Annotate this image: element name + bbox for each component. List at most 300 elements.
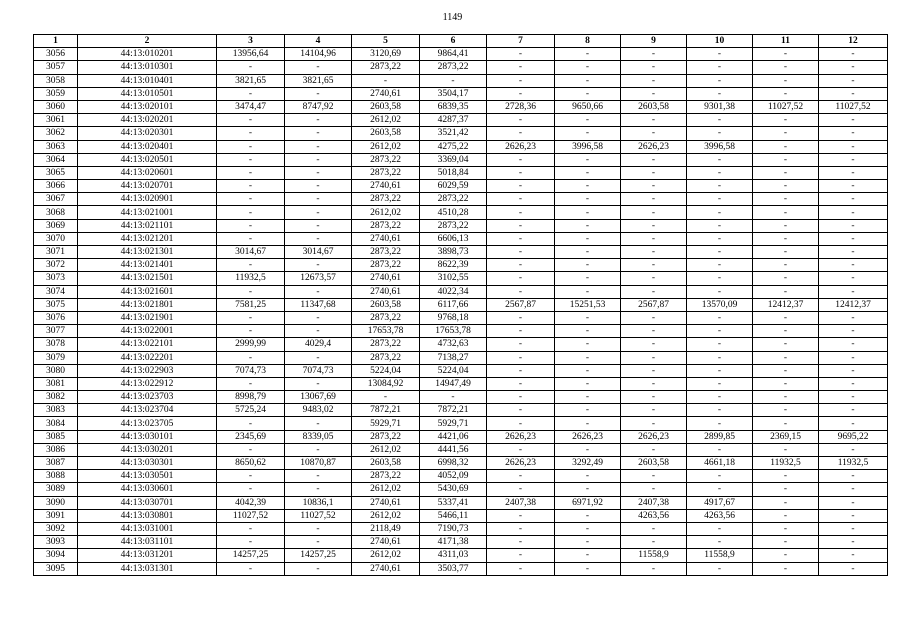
table-cell: - (621, 166, 687, 179)
table-cell: 44:13:030701 (78, 496, 217, 509)
table-cell: - (687, 74, 753, 87)
table-row (34, 153, 888, 166)
column-header: 2 (78, 35, 217, 48)
table-cell: - (621, 522, 687, 535)
table-cell: - (819, 87, 888, 100)
table-cell: 3094 (34, 549, 78, 562)
table-cell: - (621, 483, 687, 496)
table-cell: - (687, 338, 753, 351)
table-cell: - (621, 219, 687, 232)
table-cell: 44:13:030601 (78, 483, 217, 496)
table-cell: - (352, 74, 420, 87)
table-cell: - (555, 549, 621, 562)
table-cell: - (285, 259, 352, 272)
table-cell: - (487, 562, 555, 575)
table-cell: - (621, 536, 687, 549)
table-cell: - (753, 483, 819, 496)
table-row (34, 311, 888, 324)
table-cell: 5337,41 (420, 496, 487, 509)
table-cell: - (687, 285, 753, 298)
table-cell: - (753, 325, 819, 338)
table-cell: - (687, 180, 753, 193)
table-cell: - (555, 443, 621, 456)
table-cell: 2740,61 (352, 87, 420, 100)
table-cell: 3067 (34, 193, 78, 206)
table-cell: 14257,25 (217, 549, 285, 562)
table-cell: - (753, 232, 819, 245)
table-cell: - (217, 443, 285, 456)
table-cell: 11027,52 (819, 100, 888, 113)
column-header: 8 (555, 35, 621, 48)
table-cell: 2612,02 (352, 549, 420, 562)
table-cell: - (217, 206, 285, 219)
table-cell: 2728,36 (487, 100, 555, 113)
table-row (34, 180, 888, 193)
table-cell: - (753, 404, 819, 417)
table-cell: 2740,61 (352, 562, 420, 575)
table-cell: - (285, 153, 352, 166)
table-cell: 3058 (34, 74, 78, 87)
table-cell: 44:13:023703 (78, 391, 217, 404)
table-cell: - (687, 259, 753, 272)
table-cell: 3077 (34, 325, 78, 338)
table-cell: 2626,23 (487, 140, 555, 153)
table-row (34, 272, 888, 285)
table-cell: - (753, 206, 819, 219)
table-cell: 3072 (34, 259, 78, 272)
table-cell: 5929,71 (420, 417, 487, 430)
table-cell: - (285, 562, 352, 575)
table-cell: - (555, 87, 621, 100)
table-cell: - (819, 417, 888, 430)
table-cell: 44:13:020701 (78, 180, 217, 193)
table-cell: 2612,02 (352, 483, 420, 496)
table-cell: - (487, 87, 555, 100)
table-cell: - (555, 536, 621, 549)
table-cell: - (753, 338, 819, 351)
table-cell: 3120,69 (352, 48, 420, 61)
table-cell: - (555, 114, 621, 127)
table-cell: 11932,5 (753, 457, 819, 470)
table-cell: 3063 (34, 140, 78, 153)
table-cell: - (819, 549, 888, 562)
table-cell: - (487, 206, 555, 219)
table-cell: 2603,58 (621, 100, 687, 113)
table-cell: 2626,23 (487, 430, 555, 443)
table-cell: 3061 (34, 114, 78, 127)
table-cell: 12673,57 (285, 272, 352, 285)
table-cell: 4510,28 (420, 206, 487, 219)
table-cell: - (753, 509, 819, 522)
table-cell: 4421,06 (420, 430, 487, 443)
table-cell: 2603,58 (352, 298, 420, 311)
table-cell: - (819, 246, 888, 259)
table-cell: - (217, 377, 285, 390)
table-cell: - (487, 232, 555, 245)
table-cell: - (819, 219, 888, 232)
table-cell: - (819, 562, 888, 575)
table-cell: 3062 (34, 127, 78, 140)
table-cell: 7190,73 (420, 522, 487, 535)
table-cell: - (753, 153, 819, 166)
column-header: 5 (352, 35, 420, 48)
table-cell: - (753, 127, 819, 140)
table-cell: - (687, 246, 753, 259)
table-cell: - (285, 114, 352, 127)
table-cell: - (487, 127, 555, 140)
table-cell: 2873,22 (352, 166, 420, 179)
table-cell: - (621, 562, 687, 575)
table-cell: - (819, 536, 888, 549)
table-cell: 2740,61 (352, 232, 420, 245)
table-cell: 44:13:023705 (78, 417, 217, 430)
table-cell: - (621, 61, 687, 74)
table-cell: - (285, 232, 352, 245)
table-cell: 2612,02 (352, 140, 420, 153)
table-cell: 3086 (34, 443, 78, 456)
table-cell: - (819, 180, 888, 193)
table-cell: 11932,5 (217, 272, 285, 285)
table-cell: - (285, 140, 352, 153)
table-cell: - (217, 87, 285, 100)
table-cell: - (555, 272, 621, 285)
table-cell: 2873,22 (352, 311, 420, 324)
table-cell: - (217, 351, 285, 364)
table-cell: - (217, 114, 285, 127)
table-cell: - (621, 74, 687, 87)
table-cell: - (285, 311, 352, 324)
table-cell: 2626,23 (621, 430, 687, 443)
table-cell: 3504,17 (420, 87, 487, 100)
table-cell: - (217, 259, 285, 272)
table-cell: - (753, 351, 819, 364)
table-cell: - (621, 114, 687, 127)
table-cell: 4042,39 (217, 496, 285, 509)
table-cell: - (285, 285, 352, 298)
table-cell: - (687, 206, 753, 219)
table-cell: - (555, 311, 621, 324)
table-cell: 11558,9 (621, 549, 687, 562)
table-cell: - (555, 364, 621, 377)
table-cell: 44:13:022912 (78, 377, 217, 390)
table-cell: - (687, 166, 753, 179)
table-cell: - (687, 325, 753, 338)
table-cell: - (687, 193, 753, 206)
table-cell: - (487, 483, 555, 496)
table-cell: 3089 (34, 483, 78, 496)
table-cell: 2626,23 (487, 457, 555, 470)
table-cell: - (285, 61, 352, 74)
table-cell: 44:13:030301 (78, 457, 217, 470)
table-cell: 11558,9 (687, 549, 753, 562)
table-cell: - (555, 338, 621, 351)
table-cell: - (753, 391, 819, 404)
table-cell: 44:13:010401 (78, 74, 217, 87)
table-cell: - (621, 259, 687, 272)
table-cell: 4171,38 (420, 536, 487, 549)
table-cell: - (687, 351, 753, 364)
table-cell: - (487, 285, 555, 298)
table-cell: 44:13:030801 (78, 509, 217, 522)
table-cell: 44:13:010201 (78, 48, 217, 61)
table-cell: 3075 (34, 298, 78, 311)
table-cell: 44:13:031001 (78, 522, 217, 535)
table-cell: - (753, 443, 819, 456)
table-cell: 5224,04 (420, 364, 487, 377)
table-cell: - (487, 404, 555, 417)
table-cell: 44:13:021901 (78, 311, 217, 324)
table-cell: 3014,67 (285, 246, 352, 259)
table-cell: - (217, 470, 285, 483)
table-cell: - (217, 522, 285, 535)
table-cell: - (487, 61, 555, 74)
table-row (34, 259, 888, 272)
table-cell: - (819, 496, 888, 509)
table-row (34, 74, 888, 87)
table-cell: 3090 (34, 496, 78, 509)
table-cell: - (217, 311, 285, 324)
table-cell: 11027,52 (753, 100, 819, 113)
table-cell: - (621, 180, 687, 193)
table-cell: - (420, 391, 487, 404)
table-cell: - (819, 470, 888, 483)
table-cell: 4311,03 (420, 549, 487, 562)
table-cell: - (285, 166, 352, 179)
table-cell: 3080 (34, 364, 78, 377)
table-cell: 7581,25 (217, 298, 285, 311)
table-cell: 15251,53 (555, 298, 621, 311)
table-cell: 9650,66 (555, 100, 621, 113)
table-cell: - (819, 61, 888, 74)
table-cell: - (753, 166, 819, 179)
table-cell: - (621, 417, 687, 430)
table-cell: 3821,65 (285, 74, 352, 87)
table-row (34, 100, 888, 113)
table-cell: 44:13:022101 (78, 338, 217, 351)
table-cell: 9301,38 (687, 100, 753, 113)
table-cell: 14104,96 (285, 48, 352, 61)
table-cell: - (819, 391, 888, 404)
table-cell: - (621, 272, 687, 285)
table-cell: 3074 (34, 285, 78, 298)
table-cell: 2567,87 (487, 298, 555, 311)
table-cell: 3014,67 (217, 246, 285, 259)
table-cell: - (555, 483, 621, 496)
table-cell: - (687, 61, 753, 74)
table-cell: 7074,73 (285, 364, 352, 377)
column-header: 12 (819, 35, 888, 48)
table-cell: 2873,22 (352, 259, 420, 272)
table-cell: 2999,99 (217, 338, 285, 351)
column-header: 10 (687, 35, 753, 48)
table-cell: 44:13:031101 (78, 536, 217, 549)
table-cell: - (687, 311, 753, 324)
table-row (34, 114, 888, 127)
table-cell: - (285, 536, 352, 549)
table-cell: 13956,64 (217, 48, 285, 61)
table-cell: - (487, 549, 555, 562)
table-cell: - (819, 153, 888, 166)
table-cell: 2407,38 (621, 496, 687, 509)
table-cell: 44:13:021301 (78, 246, 217, 259)
table-cell: 3474,47 (217, 100, 285, 113)
table-cell: - (285, 377, 352, 390)
table-cell: - (217, 232, 285, 245)
table-cell: - (687, 391, 753, 404)
table-cell: - (555, 285, 621, 298)
table-cell: - (487, 114, 555, 127)
table-cell: - (687, 48, 753, 61)
table-row (34, 483, 888, 496)
column-header: 11 (753, 35, 819, 48)
table-cell: - (753, 285, 819, 298)
table-cell: - (819, 272, 888, 285)
table-cell: - (819, 285, 888, 298)
table-cell: - (687, 232, 753, 245)
table-cell: - (285, 443, 352, 456)
table-cell: - (687, 404, 753, 417)
table-cell: - (285, 127, 352, 140)
table-row (34, 219, 888, 232)
table-cell: 3821,65 (217, 74, 285, 87)
table-cell: - (285, 206, 352, 219)
table-cell: 6839,35 (420, 100, 487, 113)
table-cell: 4917,67 (687, 496, 753, 509)
table-cell: - (819, 377, 888, 390)
table-cell: 6117,66 (420, 298, 487, 311)
table-cell: - (819, 311, 888, 324)
table-cell: 14257,25 (285, 549, 352, 562)
table-cell: 17653,78 (420, 325, 487, 338)
table-cell: - (487, 166, 555, 179)
table-row (34, 549, 888, 562)
table-cell: 3092 (34, 522, 78, 535)
table-cell: - (621, 246, 687, 259)
table-cell: 13084,92 (352, 377, 420, 390)
table-cell: - (819, 193, 888, 206)
table-cell: - (819, 232, 888, 245)
table-cell: 4052,09 (420, 470, 487, 483)
table-cell: 3102,55 (420, 272, 487, 285)
table-cell: 11027,52 (285, 509, 352, 522)
table-cell: 5224,04 (352, 364, 420, 377)
table-cell: 9483,02 (285, 404, 352, 417)
table-cell: 8339,05 (285, 430, 352, 443)
table-cell: - (753, 364, 819, 377)
table-cell: 2567,87 (621, 298, 687, 311)
table-cell: 3069 (34, 219, 78, 232)
table-cell: 3056 (34, 48, 78, 61)
table-cell: 2873,22 (352, 153, 420, 166)
table-cell: - (555, 391, 621, 404)
table-cell: - (352, 391, 420, 404)
table-cell: - (753, 549, 819, 562)
table-cell: 2740,61 (352, 536, 420, 549)
table-cell: - (487, 246, 555, 259)
table-cell: - (687, 536, 753, 549)
table-cell: 4661,18 (687, 457, 753, 470)
table-cell: 9864,41 (420, 48, 487, 61)
table-body (34, 48, 888, 576)
table-cell: - (687, 483, 753, 496)
table-cell: - (819, 48, 888, 61)
table-cell: - (819, 443, 888, 456)
table-cell: 44:13:020301 (78, 127, 217, 140)
table-cell: 3068 (34, 206, 78, 219)
table-cell: - (687, 522, 753, 535)
table-cell: - (819, 140, 888, 153)
table-cell: 3085 (34, 430, 78, 443)
table-row (34, 61, 888, 74)
table-cell: 2873,22 (352, 193, 420, 206)
table-cell: - (621, 391, 687, 404)
table-cell: 6971,92 (555, 496, 621, 509)
table-cell: - (621, 127, 687, 140)
table-row (34, 509, 888, 522)
table-cell: 7872,21 (352, 404, 420, 417)
table-cell: - (555, 74, 621, 87)
table-cell: - (487, 377, 555, 390)
table-cell: 9695,22 (819, 430, 888, 443)
table-cell: - (555, 61, 621, 74)
table-cell: - (687, 443, 753, 456)
table-cell: 7138,27 (420, 351, 487, 364)
table-cell: 3081 (34, 377, 78, 390)
table-row (34, 404, 888, 417)
table-cell: 4029,4 (285, 338, 352, 351)
table-cell: 44:13:031201 (78, 549, 217, 562)
table-row (34, 430, 888, 443)
table-cell: 3996,58 (687, 140, 753, 153)
table-cell: 44:13:021801 (78, 298, 217, 311)
table-row (34, 140, 888, 153)
table-cell: 3292,49 (555, 457, 621, 470)
table-cell: 8747,92 (285, 100, 352, 113)
table-cell: - (555, 522, 621, 535)
table-cell: - (687, 417, 753, 430)
table-cell: 3095 (34, 562, 78, 575)
table-cell: - (753, 562, 819, 575)
table-cell: - (753, 470, 819, 483)
table-cell: 44:13:021001 (78, 206, 217, 219)
table-cell: 44:13:021501 (78, 272, 217, 285)
table-cell: 2740,61 (352, 180, 420, 193)
table-cell: - (285, 483, 352, 496)
table-cell: 2873,22 (352, 61, 420, 74)
table-cell: 10836,1 (285, 496, 352, 509)
table-cell: 3369,04 (420, 153, 487, 166)
table-cell: - (487, 325, 555, 338)
table-cell: 44:13:030101 (78, 430, 217, 443)
table-cell: 2873,22 (352, 470, 420, 483)
table-cell: - (819, 404, 888, 417)
table-row (34, 87, 888, 100)
table-cell: 44:13:021401 (78, 259, 217, 272)
table-cell: - (487, 338, 555, 351)
table-cell: - (819, 351, 888, 364)
table-cell: - (217, 153, 285, 166)
table-cell: 44:13:020401 (78, 140, 217, 153)
table-cell: 44:13:020201 (78, 114, 217, 127)
table-cell: 8998,79 (217, 391, 285, 404)
table-cell: - (555, 48, 621, 61)
table-cell: 12412,37 (753, 298, 819, 311)
table-row (34, 127, 888, 140)
table-cell: - (819, 509, 888, 522)
table-cell: - (819, 325, 888, 338)
table-cell: - (487, 311, 555, 324)
table-row (34, 48, 888, 61)
